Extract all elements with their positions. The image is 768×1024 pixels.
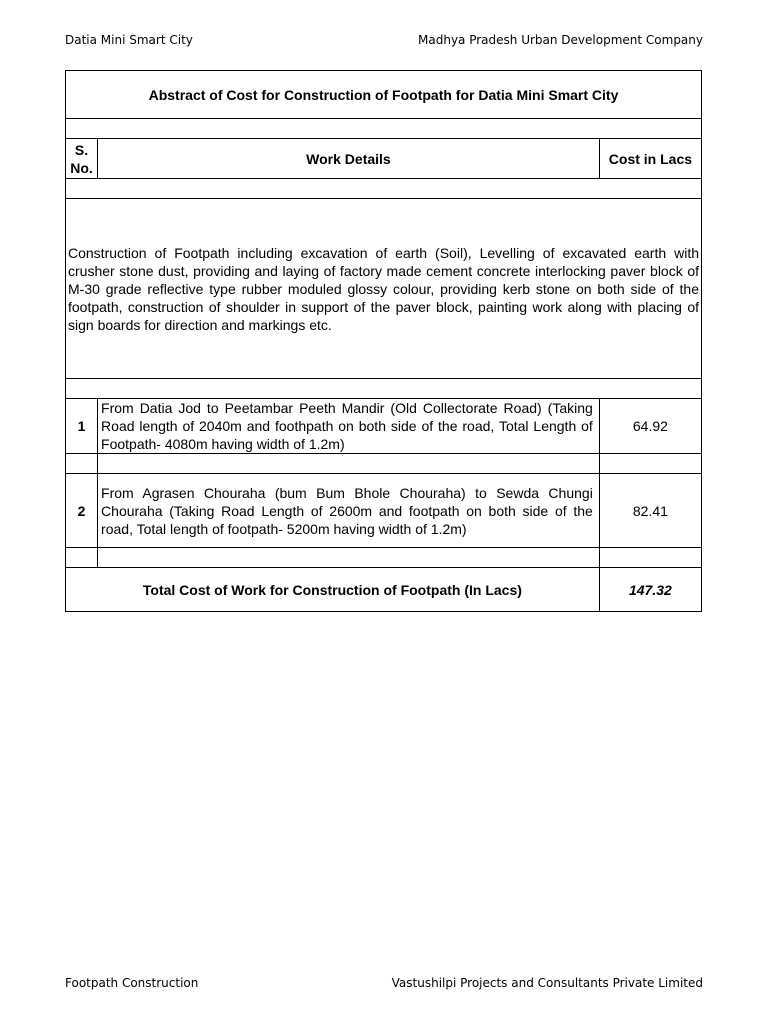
spacer-cell: [66, 548, 98, 568]
row-cost: 64.92: [599, 399, 701, 454]
row-work-details: From Agrasen Chouraha (bum Bum Bhole Chouraha) to Sewda Chungi Chouraha (Taking Road Length of 2600m and footpath on both side of the road, Total length of footpath- 5200m having width of 1.2m): [98, 474, 600, 548]
column-header-sno: S. No.: [66, 139, 98, 179]
total-label: Total Cost of Work for Construction of Footpath (In Lacs): [66, 568, 600, 612]
work-description: Construction of Footpath including excavation of earth (Soil), Levelling of excavated earth with crusher stone dust, providing and laying of factory made cement concrete interlocking paver block of M-30 grade reflective type rubber moduled glossy colour, providing kerb stone on both side of the footpath, construction of shoulder in support of the paver block, painting work along with placing of sign boards for direction and markings etc.: [66, 199, 702, 379]
row-sno: 1: [66, 399, 98, 454]
spacer-row: [66, 119, 702, 139]
header-left: Datia Mini Smart City: [65, 33, 193, 47]
spacer-cell: [599, 548, 701, 568]
footer-right: Vastushilpi Projects and Consultants Private Limited: [391, 976, 703, 990]
row-sno: 2: [66, 474, 98, 548]
spacer-cell: [66, 454, 98, 474]
table-title: Abstract of Cost for Construction of Footpath for Datia Mini Smart City: [66, 71, 702, 119]
header-right: Madhya Pradesh Urban Development Company: [418, 33, 703, 47]
total-value: 147.32: [599, 568, 701, 612]
table-row: [66, 399, 702, 454]
table-row: [66, 474, 702, 548]
row-cost: 82.41: [599, 474, 701, 548]
cost-abstract-table: [65, 70, 702, 612]
column-header-cost: Cost in Lacs: [599, 139, 701, 179]
spacer-row: [66, 379, 702, 399]
footer-left: Footpath Construction: [65, 976, 199, 990]
column-header-row: [66, 139, 702, 179]
spacer-cell: [98, 454, 600, 474]
column-header-work: Work Details: [98, 139, 600, 179]
spacer-row: [66, 179, 702, 199]
page-footer: [65, 976, 703, 990]
spacer-cell: [98, 548, 600, 568]
page-header: [65, 33, 703, 47]
spacer-cell: [599, 454, 701, 474]
row-work-details: From Datia Jod to Peetambar Peeth Mandir (Old Collectorate Road) (Taking Road length of 2040m and foothpath on both side of the road, Total Length of Footpath- 4080m having width of 1.2m): [98, 399, 600, 454]
total-row: [66, 568, 702, 612]
